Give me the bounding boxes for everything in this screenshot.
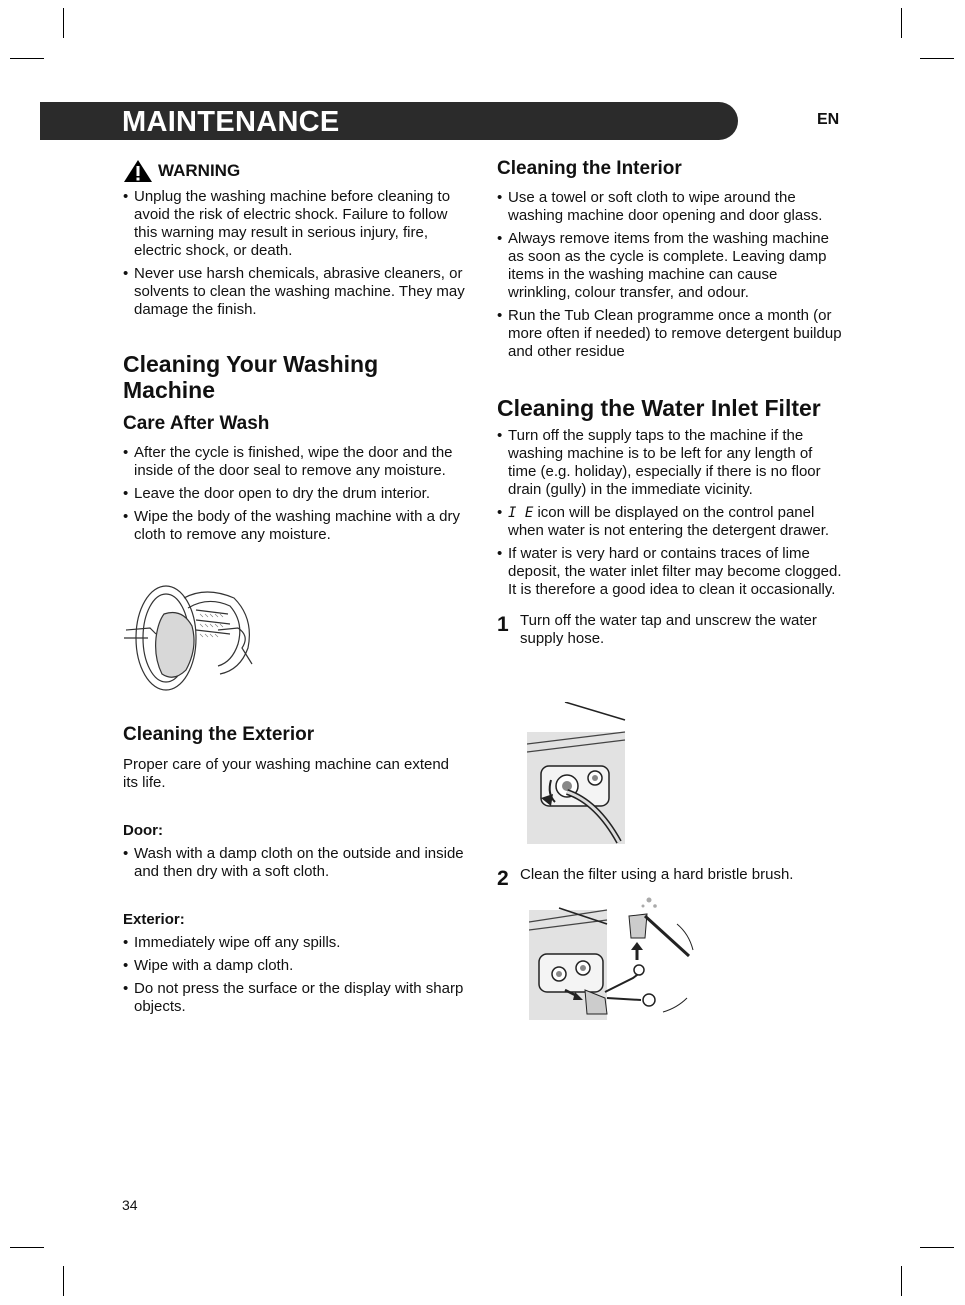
crop-mark [901,8,902,38]
header-banner [40,102,738,140]
care-after-wash-list [123,444,468,544]
list-item: • Wipe with a damp cloth. [123,957,468,975]
right-column [497,156,842,648]
list-item: • Leave the door open to dry the drum interior. [123,485,468,503]
list-item: • Unplug the washing machine before cleaning to avoid the risk of electric shock. Failure to follow this warning may result in serious injury, fire, electric shock, or death. [123,188,468,260]
crop-mark [63,8,64,38]
subheading-door: Door: [123,822,163,839]
page-number: 34 [122,1197,138,1213]
step-text: Turn off the water tap and unscrew the water supply hose. [520,612,817,647]
list-item: • Wash with a damp cloth on the outside and inside and then dry with a soft cloth. [123,845,468,881]
exterior-section [123,724,468,1016]
step-2 [497,866,842,890]
door-list [123,845,468,881]
crop-mark [920,1247,954,1248]
section-heading-cleaning-exterior: Cleaning the Exterior [123,724,315,745]
list-item: • After the cycle is finished, wipe the door and the inside of the door seal to remove any moisture. [123,444,468,480]
door-wiping-illustration [122,578,258,694]
warning-title: WARNING [158,161,241,180]
warning-heading [123,159,468,183]
ie-error-code: I E [508,505,534,521]
list-item [497,504,842,540]
list-item: • Run the Tub Clean programme once a month (or more often if needed) to remove detergent buildup and other residue [497,307,842,361]
list-item: • Never use harsh chemicals, abrasive cleaners, or solvents to clean the washing machine. They may damage the finish. [123,265,468,319]
crop-mark [920,58,954,59]
list-item: • Do not press the surface or the display with sharp objects. [123,980,468,1016]
filter-brush-illustration [529,894,699,1020]
list-item: • Turn off the supply taps to the machine if the washing machine is to be left for any length of time (e.g. holiday), especially if there is no floor drain (gully) in the immediate vicinity. [497,427,842,499]
crop-mark [10,1247,44,1248]
list-item-text: icon will be displayed on the control panel when water is not entering the detergent drawer. [508,504,830,539]
heading-line: Machine [123,377,216,403]
list-item: • Wipe the body of the washing machine with a dry cloth to remove any moisture. [123,508,468,544]
subheading-care-after-wash: Care After Wash [123,413,270,434]
exterior-intro: Proper care of your washing machine can extend its life. [123,756,450,791]
section-heading-cleaning-washing-machine [123,351,468,403]
filter-list [497,427,842,599]
step-number: 2 [497,867,509,890]
list-item: • Use a towel or soft cloth to wipe around the washing machine door opening and door glass. [497,189,842,225]
page-title: MAINTENANCE [122,106,340,138]
heading-line: Cleaning Your Washing [123,351,379,377]
section-heading-water-inlet-filter: Cleaning the Water Inlet Filter [497,395,821,421]
step-1 [497,612,842,648]
section-heading-cleaning-interior: Cleaning the Interior [497,158,682,179]
crop-mark [10,58,44,59]
warning-list [123,188,468,319]
hose-unscrew-illustration [527,702,627,844]
crop-mark [901,1266,902,1296]
step-text: Clean the filter using a hard bristle brush. [520,866,794,883]
subheading-exterior: Exterior: [123,911,185,928]
left-column [123,156,468,544]
interior-list [497,189,842,361]
exterior-list [123,934,468,1016]
step-number: 1 [497,613,509,636]
list-item: • If water is very hard or contains traces of lime deposit, the water inlet filter may become clogged. It is therefore a good idea to clean it occasionally. [497,545,842,599]
list-item: • Immediately wipe off any spills. [123,934,468,952]
step-2-block [497,866,842,890]
language-label: EN [817,111,840,128]
crop-mark [63,1266,64,1296]
warning-icon [123,159,153,183]
list-item: • Always remove items from the washing machine as soon as the cycle is complete. Leaving damp items in the washing machine can cause wrinkling, colour transfer, and odour. [497,230,842,302]
